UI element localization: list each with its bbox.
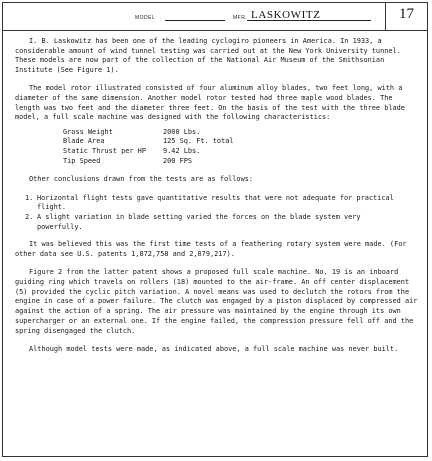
page-number-box [385, 3, 427, 30]
spec-label: Static Thrust per HP [63, 147, 146, 155]
spec-row [63, 157, 419, 167]
paragraph-closing: Although model tests were made, as indicated above, a full scale machine was never built. [29, 344, 399, 353]
characteristics-table [63, 128, 419, 167]
spec-value: 9.42 Lbs. [163, 147, 201, 155]
mfr-value: LASKOWITZ [251, 9, 321, 21]
model-label: MODEL [135, 15, 156, 21]
spec-value: 2000 Lbs. [163, 127, 201, 136]
page-number: 17 [399, 6, 414, 22]
list-item-text: A slight variation in blade setting varied the forces on the blade system very powerfully. [37, 212, 361, 231]
page-body [15, 37, 419, 363]
page-header [3, 3, 427, 31]
spec-value: 125 Sq. Ft. total [163, 137, 234, 146]
paragraph-intro: I. B. Laskowitz has been one of the leading cyclogiro pioneers in America. In 1933, a considerable amount of wind tunnel testing was carried out at the New York University tunnel. These models are now part of the collection of the National Air Museum of the Smithsonian Institute (See Figure 1). [15, 37, 401, 75]
list-item-number: 1. [25, 193, 34, 202]
model-field-line [165, 20, 225, 21]
spec-row [63, 128, 419, 138]
list-item [25, 194, 419, 213]
document-page [2, 2, 428, 457]
spec-value: 200 FPS [163, 156, 193, 165]
list-item [25, 213, 419, 232]
paragraph-figure-2: Figure 2 from the latter patent shows a proposed full scale machine. No. 19 is an inboard guiding ring which travels on rollers (18) mounted to the air-frame. An off center displacement (5) provided the cyclic pitch variation. A novel means was used to declutch the rotors from the engine in case of a power failure. The clutch was engaged by a piston displaced by compressed air against the action of a spring. The air pressure was maintained by the engine through its own supercharger or an external one. If the engine failed, the compression pressure fell off and the spring disengaged the clutch. [15, 268, 418, 335]
list-item-text: Horizontal flight tests gave quantitative results that were not adequate for practical flight. [37, 193, 394, 212]
spec-label: Blade Area [63, 137, 105, 146]
paragraph-model-rotor: The model rotor illustrated consisted of four aluminum alloy blades, two feet long, with a diameter of the same dimension. Another model rotor tested had three maple wood blades. The length was two feet and the diameter three feet. On the basis of the test with the three blade model, a full scale machine was designed with the following characteristics: [15, 84, 405, 122]
spec-row [63, 137, 419, 147]
spec-label: Gross Weight [63, 127, 113, 136]
mfr-label: MFR. [233, 15, 248, 21]
list-item-number: 2. [25, 212, 34, 221]
conclusions-list [25, 194, 419, 233]
spec-label: Tip Speed [63, 156, 101, 165]
paragraph-patents: It was believed this was the first time tests of a feathering rotary system were made. (For other data see U.S. patents 1,872,758 and 2,079,217). [15, 240, 407, 259]
paragraph-conclusions-intro: Other conclusions drawn from the tests are as follows: [29, 175, 254, 184]
spec-row [63, 147, 419, 157]
